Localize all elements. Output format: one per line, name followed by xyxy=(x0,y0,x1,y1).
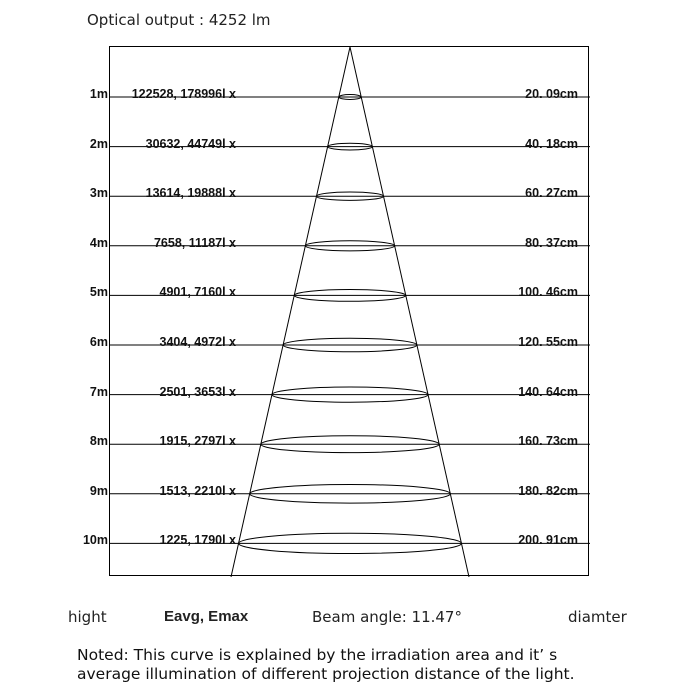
diameter-label-8m: 160. 73cm xyxy=(518,434,578,449)
cone-right-edge xyxy=(350,47,469,577)
cone-left-edge xyxy=(231,47,350,577)
note-line-2: average illumination of different projection distance of the light. xyxy=(77,665,575,683)
height-label-7m: 7m xyxy=(89,384,108,399)
note-line-1: Noted: This curve is explained by the irradiation area and it’ s xyxy=(77,646,558,664)
diameter-label-7m: 140. 64cm xyxy=(518,384,578,399)
diameter-label-2m: 40. 18cm xyxy=(525,136,578,151)
diameter-label-4m: 80. 37cm xyxy=(525,235,578,250)
height-label-6m: 6m xyxy=(89,335,108,349)
diameter-label-1m: 20. 09cm xyxy=(525,87,578,101)
lux-label-6m: 3404, 4972l x xyxy=(159,335,236,349)
diameter-label-10m: 200. 91cm xyxy=(518,533,578,548)
lux-label-4m: 7658, 11187l x xyxy=(153,235,236,250)
height-label-5m: 5m xyxy=(89,285,108,300)
lux-label-7m: 2501, 3653l x xyxy=(159,384,236,399)
footer-beam-angle: Beam angle: 11.47° xyxy=(312,608,462,626)
lux-label-3m: 13614, 19888l x xyxy=(145,186,236,201)
height-label-8m: 8m xyxy=(89,434,108,449)
height-label-10m: 10m xyxy=(82,533,108,548)
footer-eavg: Eavg, Emax xyxy=(164,608,249,625)
height-label-1m: 1m xyxy=(89,87,108,101)
height-label-3m: 3m xyxy=(89,186,108,201)
diameter-label-9m: 180. 82cm xyxy=(518,483,578,498)
note xyxy=(77,646,677,684)
lux-label-10m: 1225, 1790l x xyxy=(159,533,236,548)
lux-label-8m: 1915, 2797l x xyxy=(159,434,236,449)
height-label-2m: 2m xyxy=(89,136,108,151)
height-label-4m: 4m xyxy=(89,235,108,250)
diameter-label-6m: 120. 55cm xyxy=(518,335,578,349)
diameter-label-3m: 60. 27cm xyxy=(525,186,578,201)
footer-hight: hight xyxy=(68,608,107,626)
optical-output-title: Optical output : 4252 lm xyxy=(87,11,271,29)
footer-diamter: diamter xyxy=(568,608,627,626)
height-label-9m: 9m xyxy=(89,483,108,498)
lux-label-1m: 122528, 178996l x xyxy=(131,87,236,101)
lux-label-2m: 30632, 44749l x xyxy=(145,136,236,151)
diameter-label-5m: 100. 46cm xyxy=(518,285,578,300)
lux-label-5m: 4901, 7160l x xyxy=(159,285,236,300)
lux-label-9m: 1513, 2210l x xyxy=(159,483,236,498)
